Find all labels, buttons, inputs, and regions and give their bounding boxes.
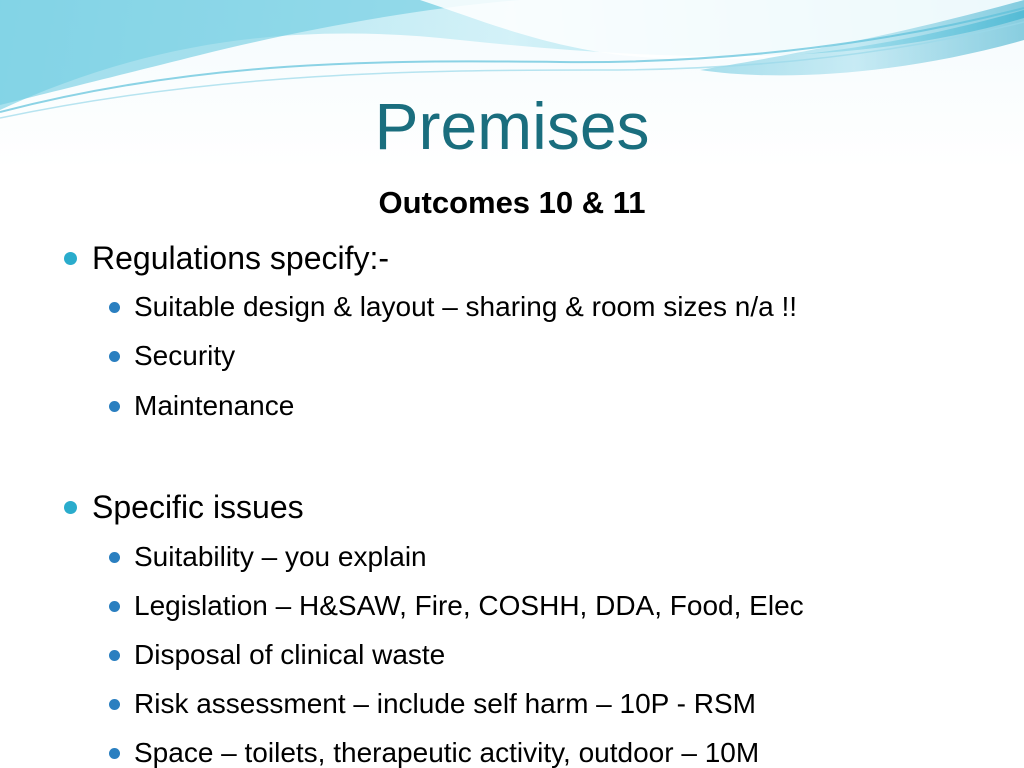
bullet-text: Specific issues [92, 489, 304, 525]
sub-bullet-item [134, 686, 756, 722]
bullet-dot-icon [109, 302, 120, 313]
sub-bullet-item [134, 637, 445, 673]
sub-bullet-text: Security [134, 340, 236, 371]
bullet-dot-icon [109, 401, 120, 412]
sub-bullet-item [134, 539, 427, 575]
sub-bullet-text: Risk assessment – include self harm – 10P - RSM [134, 688, 756, 719]
slide-subtitle: Outcomes 10 & 11 [378, 185, 646, 220]
bullet-dot-icon [109, 601, 120, 612]
bullet-dot-icon [64, 501, 77, 514]
sub-bullet-text: Maintenance [134, 390, 295, 421]
sub-bullet-item [134, 338, 235, 374]
sub-bullet-item [134, 388, 294, 424]
sub-bullet-text: Suitable design & layout – sharing & room sizes n/a !! [134, 291, 798, 322]
bullet-dot-icon [109, 552, 120, 563]
sub-bullet-text: Legislation – H&SAW, Fire, COSHH, DDA, Food, Elec [134, 590, 804, 621]
bullet-dot-icon [109, 699, 120, 710]
sub-bullet-item [134, 289, 797, 325]
bullet-heading-specific-issues [92, 487, 304, 527]
slide-title: Premises [374, 89, 650, 163]
sub-bullet-text: Suitability – you explain [134, 541, 427, 572]
sub-bullet-item [134, 588, 804, 624]
bullet-heading-regulations [92, 238, 389, 278]
bullet-dot-icon [109, 351, 120, 362]
bullet-dot-icon [109, 748, 120, 759]
sub-bullet-text: Space – toilets, therapeutic activity, outdoor – 10M [134, 737, 760, 768]
sub-bullet-item [134, 735, 759, 768]
sub-bullet-text: Disposal of clinical waste [134, 639, 446, 670]
bullet-dot-icon [64, 252, 77, 265]
bullet-dot-icon [109, 650, 120, 661]
bullet-text: Regulations specify:- [92, 240, 390, 276]
